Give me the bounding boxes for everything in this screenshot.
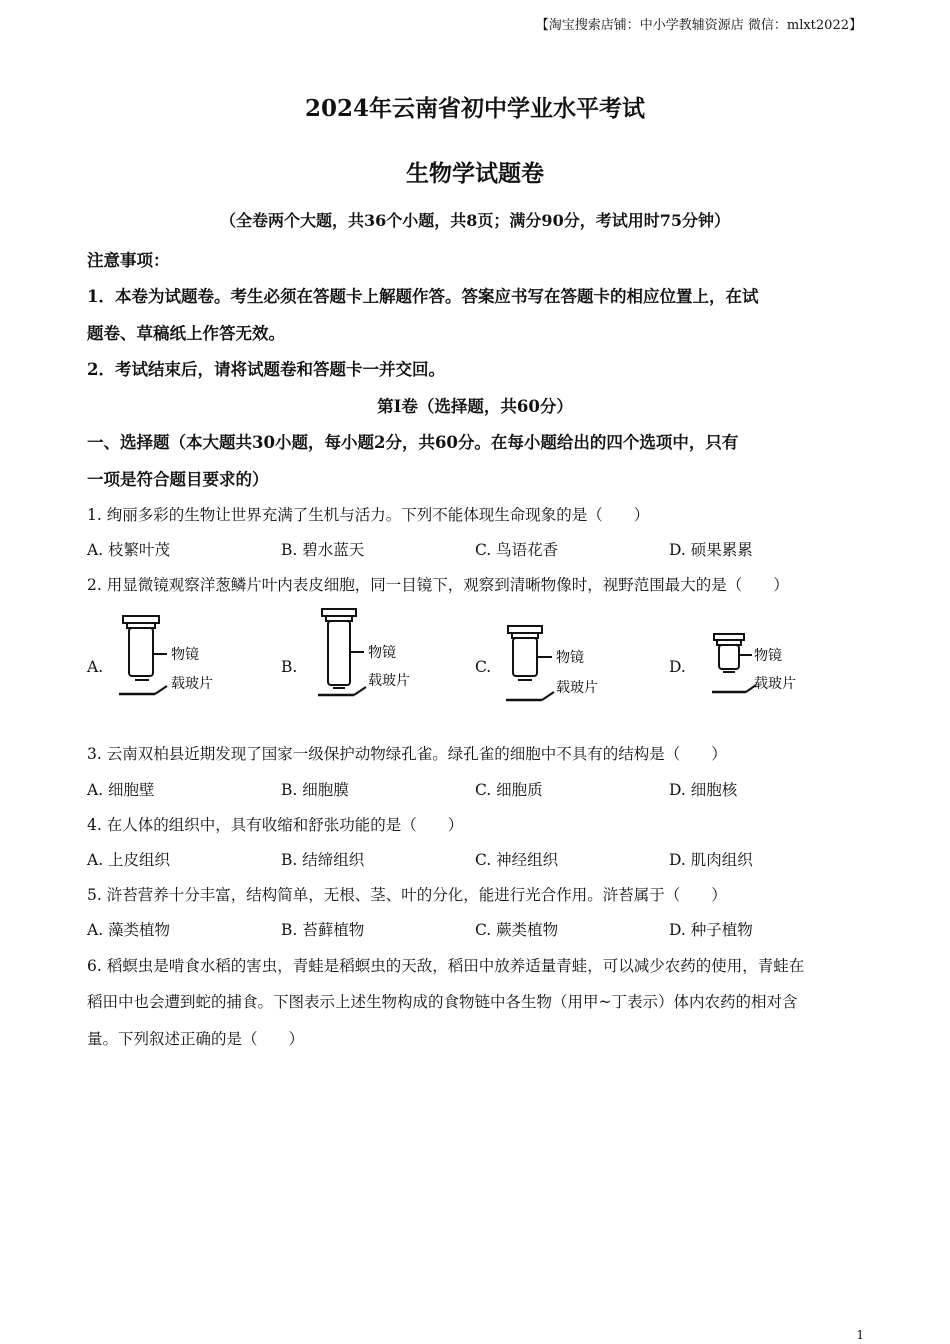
question-6-stem: 6. 稻螟虫是啃食水稻的害虫，青蛙是稻螟虫的天敌，稻田中放养适量青蛙，可以减少农药的使用，青蛙在 xyxy=(87,957,805,975)
page-header: 【淘宝搜索店铺：中小学教辅资源店 微信：mlxt2022】 xyxy=(535,18,862,33)
label-objective: 物镜 xyxy=(556,650,584,666)
notice-item-1: 1．本卷为试题卷。考生必须在答题卡上解题作答。答案应书写在答题卡的相应位置上，在试 xyxy=(87,287,759,306)
question-5-option-a: A. 藻类植物 xyxy=(87,921,171,939)
question-1-stem: 1. 绚丽多彩的生物让世界充满了生机与活力。下列不能体现生命现象的是（ ） xyxy=(87,506,650,524)
notice-heading: 注意事项： xyxy=(87,251,170,270)
label-slide: 载玻片 xyxy=(368,673,410,689)
label-objective: 物镜 xyxy=(368,645,396,661)
question-2-option-d: D. xyxy=(669,658,686,676)
question-2-option-a: A. xyxy=(87,658,104,676)
label-slide: 载玻片 xyxy=(754,676,796,692)
question-4-option-a: A. 上皮组织 xyxy=(87,851,171,869)
section-instruction-cont: 一项是符合题目要求的） xyxy=(87,470,269,489)
exam-info: （全卷两个大题，共36个小题，共8页；满分90分，考试用时75分钟） xyxy=(220,211,730,230)
label-slide: 载玻片 xyxy=(556,680,598,696)
label-slide: 载玻片 xyxy=(171,676,213,692)
exam-title: 2024年云南省初中学业水平考试 xyxy=(304,95,645,122)
section-instruction: 一、选择题（本大题共30小题，每小题2分，共60分。在每小题给出的四个选项中，只有 xyxy=(87,433,739,452)
microscope-figure-a xyxy=(115,612,245,702)
notice-item-1-cont: 题卷、草稿纸上作答无效。 xyxy=(87,324,285,343)
question-4-option-d: D. 肌肉组织 xyxy=(669,851,753,869)
question-3-option-d: D. 细胞核 xyxy=(669,781,738,799)
microscope-figure-c xyxy=(502,622,632,708)
question-4-option-c: C. 神经组织 xyxy=(475,851,559,869)
question-5-stem: 5. 浒苔营养十分丰富，结构简单，无根、茎、叶的分化，能进行光合作用。浒苔属于（ ） xyxy=(87,886,727,904)
question-1-option-a: A. 枝繁叶茂 xyxy=(87,541,171,559)
exam-subtitle: 生物学试题卷 xyxy=(406,160,544,187)
question-5-option-b: B. 苔藓植物 xyxy=(281,921,365,939)
question-3-stem: 3. 云南双柏县近期发现了国家一级保护动物绿孔雀。绿孔雀的细胞中不具有的结构是（ ） xyxy=(87,745,727,763)
section-title: 第Ⅰ卷（选择题，共60分） xyxy=(377,397,573,416)
label-objective: 物镜 xyxy=(171,647,199,663)
microscope-figure-b xyxy=(312,606,442,702)
question-2-option-c: C. xyxy=(475,658,492,676)
question-5-option-d: D. 种子植物 xyxy=(669,921,753,939)
microscope-figure-d xyxy=(708,630,838,700)
question-2-stem: 2. 用显微镜观察洋葱鳞片叶内表皮细胞，同一目镜下，观察到清晰物像时，视野范围最大的是（ ） xyxy=(87,576,789,594)
label-objective: 物镜 xyxy=(754,648,782,664)
question-6-stem-end: 量。下列叙述正确的是（ ） xyxy=(87,1030,305,1048)
question-3-option-a: A. 细胞壁 xyxy=(87,781,155,799)
question-5-option-c: C. 蕨类植物 xyxy=(475,921,559,939)
question-1-option-b: B. 碧水蓝天 xyxy=(281,541,365,559)
notice-item-2: 2．考试结束后，请将试题卷和答题卡一并交回。 xyxy=(87,360,445,379)
page-number: 1 xyxy=(856,1328,864,1342)
question-2-option-b: B. xyxy=(281,658,298,676)
question-6-stem-cont: 稻田中也会遭到蛇的捕食。下图表示上述生物构成的食物链中各生物（用甲~丁表示）体内农药的相对含 xyxy=(87,993,798,1011)
question-3-option-b: B. 细胞膜 xyxy=(281,781,349,799)
question-4-option-b: B. 结缔组织 xyxy=(281,851,365,869)
question-1-option-c: C. 鸟语花香 xyxy=(475,541,559,559)
question-1-option-d: D. 硕果累累 xyxy=(669,541,753,559)
question-3-option-c: C. 细胞质 xyxy=(475,781,543,799)
question-4-stem: 4. 在人体的组织中，具有收缩和舒张功能的是（ ） xyxy=(87,816,464,834)
